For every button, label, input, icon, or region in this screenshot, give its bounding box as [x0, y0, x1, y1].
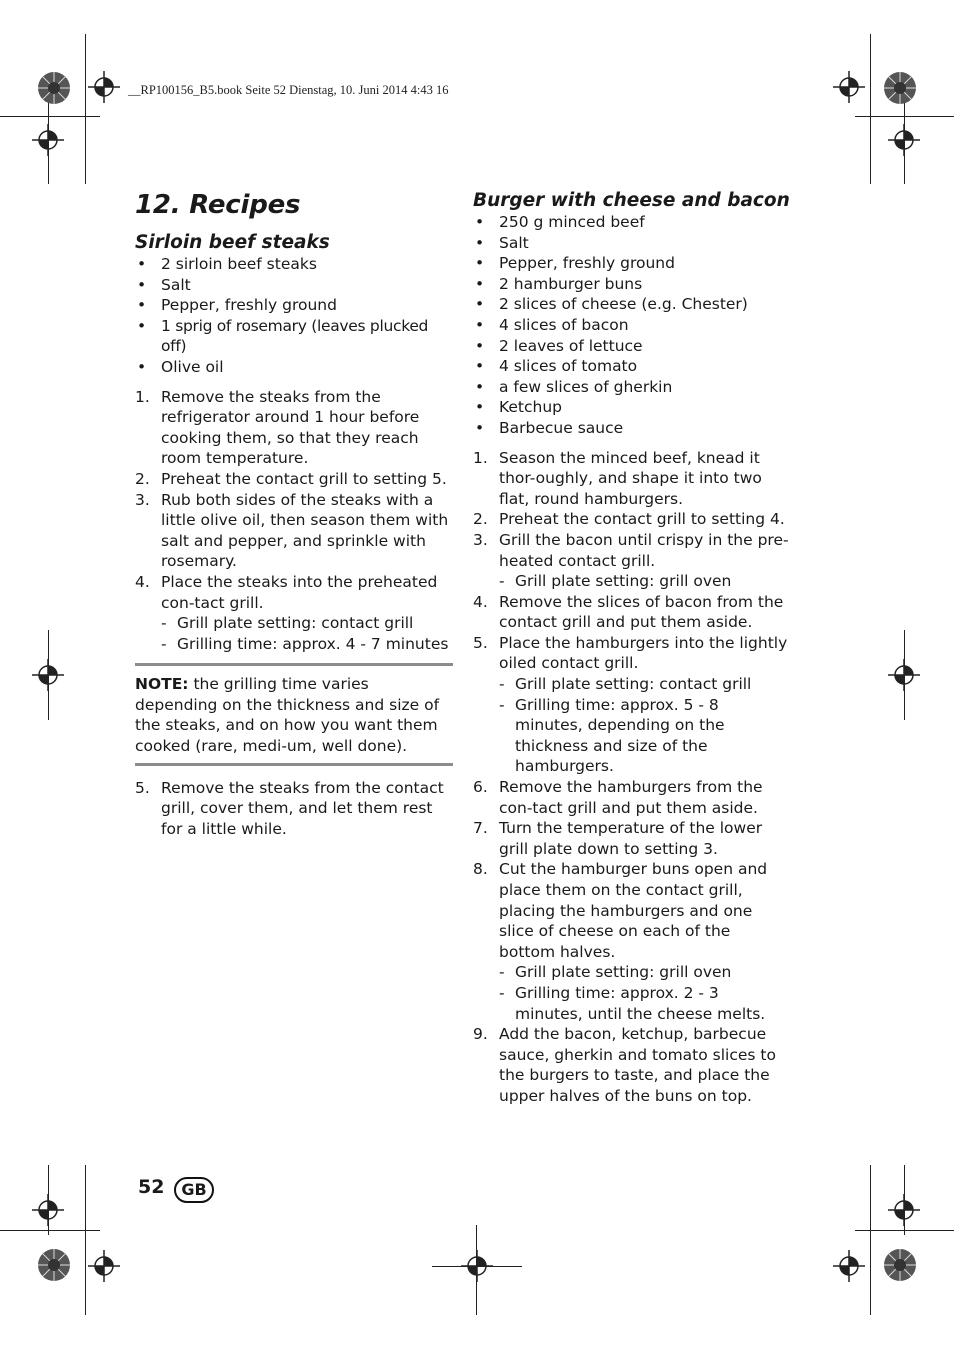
list-item: • 2 leaves of lettuce — [473, 336, 791, 357]
print-slug: __RP100156_B5.book Seite 52 Dienstag, 10. Juni 2014 4:43 16 — [128, 83, 449, 97]
print-target-icon — [883, 1248, 917, 1282]
ingredient-list — [473, 212, 791, 439]
note-label: NOTE: — [135, 675, 189, 694]
step-list — [135, 778, 453, 840]
list-item: • 2 hamburger buns — [473, 274, 791, 295]
step-number: 7. — [473, 819, 488, 838]
step-item — [473, 509, 791, 530]
step-list — [135, 387, 453, 655]
step-text: Season the minced beef, knead it thor-oughly, and shape it into two flat, round hamburgers. — [499, 448, 762, 508]
list-item: • Barbecue sauce — [473, 418, 791, 439]
recipe-title-steaks: Sirloin beef steaks — [135, 232, 330, 253]
step-number: 6. — [473, 778, 488, 797]
registration-mark-icon — [88, 71, 120, 103]
list-item: • Ketchup — [473, 397, 791, 418]
registration-mark-icon — [888, 124, 920, 156]
step-item — [473, 530, 791, 592]
sub-list — [499, 674, 791, 777]
step-number: 4. — [135, 572, 150, 591]
sub-item: - Grill plate setting: grill oven — [499, 962, 791, 983]
print-target-icon — [37, 71, 71, 105]
step-text: Remove the slices of bacon from the contact grill and put them aside. — [499, 592, 784, 632]
list-item: • 4 slices of bacon — [473, 315, 791, 336]
step-item — [473, 818, 791, 859]
step-item — [473, 859, 791, 1024]
step-text: Remove the steaks from the contact grill, cover them, and let them rest for a little while. — [161, 778, 444, 838]
registration-mark-icon — [32, 1194, 64, 1226]
language-badge: GB — [174, 1177, 214, 1203]
registration-mark-icon — [461, 1250, 493, 1282]
sub-item: - Grill plate setting: grill oven — [499, 571, 791, 592]
sub-item: - Grilling time: approx. 2 - 3 minutes, until the cheese melts. — [499, 983, 791, 1024]
note-text: the grilling time varies depending on the thickness and size of the steaks, and on how you want them cooked (rare, medi-um, well done). — [135, 675, 440, 756]
step-text: Place the steaks into the preheated con-tact grill. — [161, 572, 438, 612]
step-number: 5. — [135, 778, 150, 797]
step-item — [135, 778, 453, 840]
right-column — [473, 190, 791, 1107]
step-number: 3. — [473, 530, 488, 549]
step-number: 8. — [473, 860, 488, 879]
recipe-title-burger: Burger with cheese and bacon — [473, 190, 790, 211]
step-text: Preheat the contact grill to setting 5. — [161, 469, 447, 488]
page-number: 52 — [138, 1176, 165, 1198]
step-list — [473, 448, 791, 1107]
step-item — [135, 387, 453, 469]
list-item: • Salt — [473, 233, 791, 254]
registration-mark-icon — [88, 1250, 120, 1282]
step-item — [473, 1024, 791, 1106]
list-item: • 1 sprig of rosemary (leaves plucked off) — [135, 316, 453, 357]
registration-mark-icon — [888, 659, 920, 691]
step-item — [473, 592, 791, 633]
step-number: 3. — [135, 490, 150, 509]
step-number: 5. — [473, 633, 488, 652]
step-text: Remove the steaks from the refrigerator around 1 hour before cooking them, so that they reach room temperature. — [161, 387, 420, 468]
registration-mark-icon — [32, 659, 64, 691]
ingredient-list — [135, 254, 453, 378]
step-number: 2. — [473, 510, 488, 529]
sub-list — [499, 962, 791, 1024]
list-item: • Pepper, freshly ground — [473, 253, 791, 274]
list-item: • 2 sirloin beef steaks — [135, 254, 453, 275]
registration-mark-icon — [833, 1250, 865, 1282]
list-item: • a few slices of gherkin — [473, 377, 791, 398]
sub-item: - Grilling time: approx. 4 - 7 minutes — [161, 634, 453, 655]
list-item: • 4 slices of tomato — [473, 356, 791, 377]
registration-mark-icon — [888, 1194, 920, 1226]
step-number: 2. — [135, 469, 150, 488]
list-item: • 250 g minced beef — [473, 212, 791, 233]
step-item — [135, 469, 453, 490]
print-target-icon — [883, 71, 917, 105]
step-item — [473, 448, 791, 510]
left-column — [135, 190, 453, 839]
sub-list — [161, 613, 453, 654]
sub-item: - Grill plate setting: contact grill — [499, 674, 791, 695]
list-item: • Salt — [135, 275, 453, 296]
sub-item: - Grilling time: approx. 5 - 8 minutes, depending on the thickness and size of the hamburgers. — [499, 695, 791, 777]
step-item — [135, 572, 453, 654]
list-item: • 2 slices of cheese (e.g. Chester) — [473, 294, 791, 315]
list-item: • Pepper, freshly ground — [135, 295, 453, 316]
step-number: 1. — [473, 448, 488, 467]
print-target-icon — [37, 1248, 71, 1282]
step-text: Preheat the contact grill to setting 4. — [499, 510, 785, 529]
step-text: Turn the temperature of the lower grill plate down to setting 3. — [499, 819, 763, 858]
registration-mark-icon — [833, 71, 865, 103]
step-text: Grill the bacon until crispy in the pre-heated contact grill. — [499, 530, 789, 570]
step-number: 9. — [473, 1025, 488, 1044]
step-item — [473, 633, 791, 777]
sub-list — [499, 571, 791, 592]
step-text: Place the hamburgers into the lightly oiled contact grill. — [499, 633, 788, 673]
step-text: Cut the hamburger buns open and place them on the contact grill, placing the hamburgers and one slice of cheese on each of the bottom halves. — [499, 860, 768, 961]
step-text: Remove the hamburgers from the con-tact grill and put them aside. — [499, 778, 763, 817]
step-item — [473, 777, 791, 818]
note-box — [135, 663, 453, 765]
page-title: 12. Recipes — [135, 190, 301, 220]
step-text: Rub both sides of the steaks with a little olive oil, then season them with salt and pepper, and sprinkle with rosemary. — [161, 490, 449, 571]
step-number: 4. — [473, 592, 488, 611]
registration-mark-icon — [32, 124, 64, 156]
step-item — [135, 490, 453, 572]
sub-item: - Grill plate setting: contact grill — [161, 613, 453, 634]
step-text: Add the bacon, ketchup, barbecue sauce, gherkin and tomato slices to the burgers to taste, and place the upper halves of the buns on top. — [499, 1025, 776, 1105]
step-number: 1. — [135, 387, 150, 406]
list-item: • Olive oil — [135, 357, 453, 378]
